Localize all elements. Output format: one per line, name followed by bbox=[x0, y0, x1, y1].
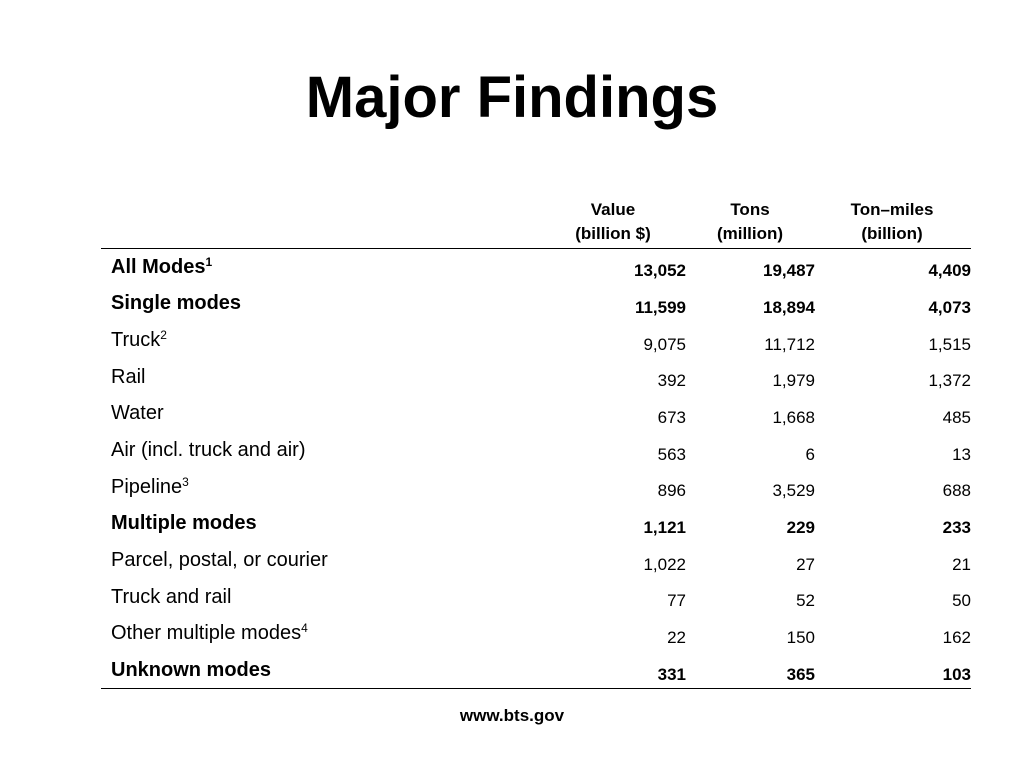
value-cell: 563 bbox=[657, 444, 686, 464]
tons-cell: 1,979 bbox=[772, 371, 815, 391]
value-cell: 9,075 bbox=[643, 334, 686, 354]
tons-cell: 229 bbox=[786, 517, 815, 537]
findings-table bbox=[101, 252, 981, 692]
table-row bbox=[101, 399, 981, 436]
ton-miles-cell: 485 bbox=[942, 407, 971, 427]
tons-cell: 52 bbox=[796, 591, 815, 611]
row-label: Other multiple modes bbox=[111, 622, 302, 645]
row-label: Air (incl. truck and air) bbox=[111, 439, 306, 462]
tons-cell: 365 bbox=[786, 664, 815, 684]
table-row bbox=[101, 435, 981, 472]
value-cell: 896 bbox=[657, 481, 686, 501]
value-cell: 13,052 bbox=[634, 261, 686, 281]
table-row bbox=[101, 582, 981, 619]
tons-cell: 150 bbox=[786, 627, 815, 647]
value-cell: 22 bbox=[667, 627, 686, 647]
row-label-cell bbox=[101, 616, 591, 653]
row-label-cell bbox=[101, 579, 591, 616]
column-header-value bbox=[553, 198, 673, 246]
column-header-ton-miles-unit: (billion) bbox=[861, 224, 923, 243]
ton-miles-cell: 688 bbox=[942, 481, 971, 501]
tons-cell: 11,712 bbox=[764, 334, 815, 354]
column-header-tons-title: Tons bbox=[730, 200, 770, 219]
row-label: Rail bbox=[111, 365, 146, 388]
row-label-cell bbox=[101, 506, 591, 543]
ton-miles-cell: 50 bbox=[952, 591, 971, 611]
row-label: Truck and rail bbox=[111, 585, 232, 608]
row-label: Parcel, postal, or courier bbox=[111, 549, 328, 572]
ton-miles-cell: 1,515 bbox=[928, 334, 971, 354]
value-cell: 392 bbox=[657, 371, 686, 391]
row-label-cell bbox=[101, 469, 591, 506]
table-row bbox=[101, 289, 981, 326]
table-body bbox=[101, 252, 981, 692]
row-label-cell bbox=[101, 652, 591, 689]
ton-miles-cell: 162 bbox=[942, 627, 971, 647]
table-row bbox=[101, 252, 981, 289]
footnote-marker: 2 bbox=[160, 328, 167, 343]
row-label-cell bbox=[101, 249, 591, 286]
tons-cell: 1,668 bbox=[772, 407, 815, 427]
row-label-cell bbox=[101, 359, 591, 396]
footnote-marker: 4 bbox=[301, 621, 308, 636]
table-row bbox=[101, 325, 981, 362]
row-label: Unknown modes bbox=[111, 659, 272, 682]
ton-miles-cell: 4,409 bbox=[928, 261, 971, 281]
ton-miles-cell: 13 bbox=[952, 444, 971, 464]
footnote-marker: 1 bbox=[205, 254, 213, 269]
tons-cell: 6 bbox=[805, 444, 815, 464]
column-header-tons bbox=[690, 198, 810, 246]
ton-miles-cell: 4,073 bbox=[928, 297, 971, 317]
table-row bbox=[101, 655, 981, 692]
column-header-ton-miles-title: Ton–miles bbox=[850, 200, 934, 219]
ton-miles-cell: 1,372 bbox=[928, 371, 971, 391]
row-label: All Modes bbox=[111, 255, 206, 278]
table-row bbox=[101, 362, 981, 399]
value-cell: 331 bbox=[657, 664, 686, 684]
table-row bbox=[101, 472, 981, 509]
tons-cell: 18,894 bbox=[763, 297, 815, 317]
table-row bbox=[101, 545, 981, 582]
tons-cell: 3,529 bbox=[772, 481, 815, 501]
value-cell: 77 bbox=[667, 591, 686, 611]
value-cell: 11,599 bbox=[634, 297, 686, 317]
row-label: Truck bbox=[111, 329, 161, 352]
page-title: Major Findings bbox=[305, 65, 719, 130]
value-cell: 1,121 bbox=[643, 517, 686, 537]
ton-miles-cell: 21 bbox=[952, 554, 971, 574]
row-label: Pipeline bbox=[111, 475, 183, 498]
column-header-ton-miles bbox=[832, 198, 952, 246]
footer-url: www.bts.gov bbox=[459, 706, 565, 725]
table-row bbox=[101, 509, 981, 546]
column-header-tons-unit: (million) bbox=[716, 224, 784, 243]
row-label: Multiple modes bbox=[111, 512, 257, 535]
row-label-cell bbox=[101, 322, 591, 359]
ton-miles-cell: 233 bbox=[942, 517, 971, 537]
value-cell: 673 bbox=[657, 407, 686, 427]
column-header-value-title: Value bbox=[590, 200, 636, 219]
ton-miles-cell: 103 bbox=[942, 664, 971, 684]
footnote-marker: 3 bbox=[182, 474, 189, 489]
tons-cell: 27 bbox=[796, 554, 815, 574]
column-header-value-unit: (billion $) bbox=[575, 224, 651, 243]
row-label-cell bbox=[101, 542, 591, 579]
value-cell: 1,022 bbox=[643, 554, 686, 574]
row-label-cell bbox=[101, 286, 591, 323]
row-label: Single modes bbox=[111, 292, 242, 315]
row-label-cell bbox=[101, 396, 591, 433]
table-row bbox=[101, 619, 981, 656]
tons-cell: 19,487 bbox=[763, 261, 815, 281]
table-bottom-rule bbox=[101, 688, 971, 689]
row-label-cell bbox=[101, 432, 591, 469]
row-label: Water bbox=[111, 402, 164, 425]
